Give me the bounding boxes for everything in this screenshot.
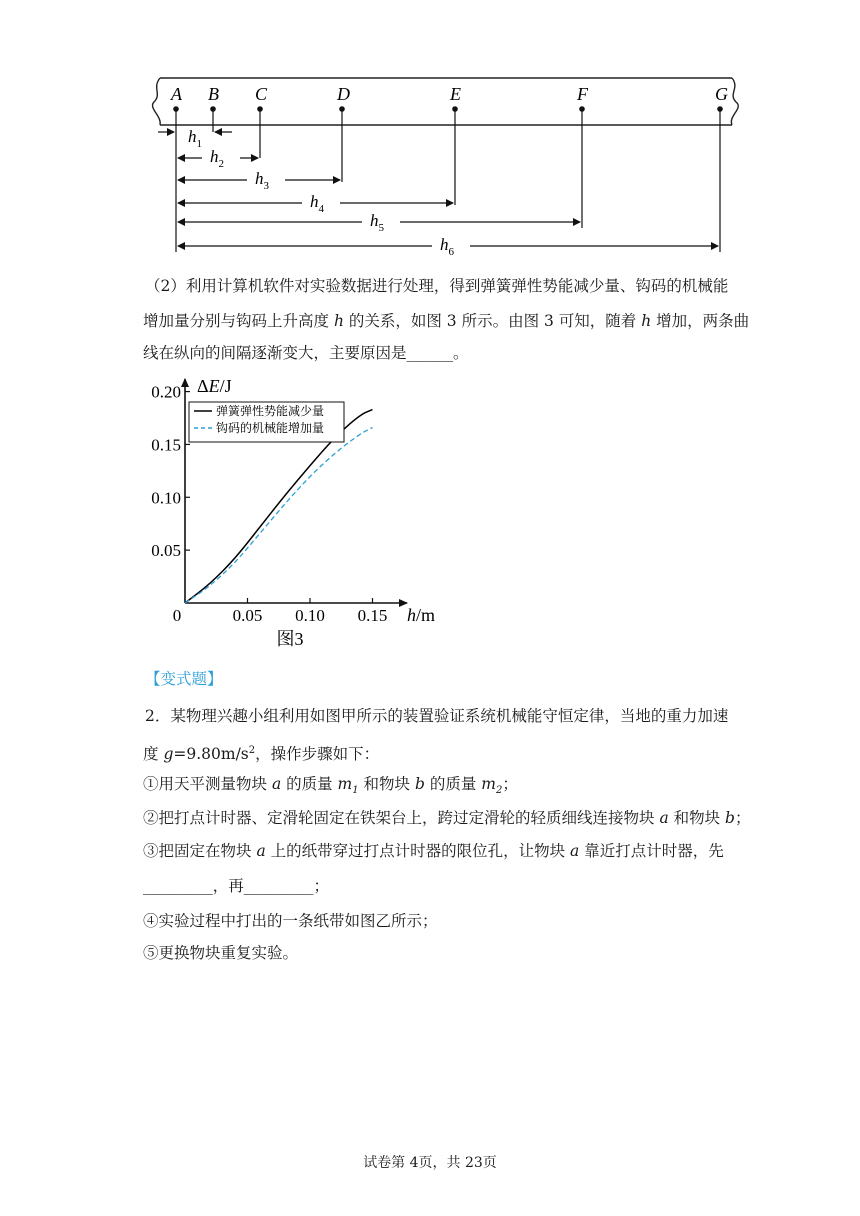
chart-legend xyxy=(189,402,344,442)
q3-s2-var-b: b xyxy=(725,809,735,827)
dimension-arrowhead xyxy=(177,242,185,250)
q3-s1-var-a: a xyxy=(271,775,282,793)
y-tick-label: 0.10 xyxy=(151,488,181,508)
tape-points xyxy=(170,84,728,252)
q2-line-2-part-b: 的关系，如图 3 所示。由图 3 可知，随着 xyxy=(343,312,642,330)
q3-step-4: ④实验过程中打出的一条纸带如图乙所示； xyxy=(143,912,438,930)
energy-chart xyxy=(140,375,440,660)
tape-point-label-E: E xyxy=(450,84,461,104)
dimension-arrowhead xyxy=(446,199,454,207)
q2-line-2 xyxy=(143,311,749,331)
q3-s1-b: 的质量 xyxy=(281,775,338,793)
q3-s1-c: 和物块 xyxy=(358,775,415,793)
dimension-arrowhead xyxy=(251,154,259,162)
y-tick-label: 0.15 xyxy=(151,435,181,455)
legend-label-2: 钩码的机械能增加量 xyxy=(216,421,325,435)
dimension-arrowhead xyxy=(177,176,185,184)
dimension-arrowhead xyxy=(573,218,581,226)
q3-step-2 xyxy=(143,808,751,828)
q3-var-g: g xyxy=(163,745,174,764)
q2-line-2-part-a: 增加量分别与钩码上升高度 xyxy=(143,312,334,330)
q3-step-5: ⑤更换物块重复实验。 xyxy=(143,944,299,962)
dimension-arrowhead xyxy=(167,128,175,136)
q3-step-3-blanks: _________，再_________； xyxy=(143,877,330,895)
q3-s3-var-a-2: a xyxy=(570,842,580,860)
q3-l2-b: =9.80m/s xyxy=(173,745,249,764)
q3-line-2 xyxy=(143,741,379,764)
tape-point-label-B: B xyxy=(208,84,219,104)
y-axis-label: ΔE/J xyxy=(197,376,232,396)
legend-label-1: 弹簧弹性势能减少量 xyxy=(216,404,325,418)
q3-s1-d: 的质量 xyxy=(424,775,482,793)
q3-line-1: 2．某物理兴趣小组利用如图甲所示的装置验证系统机械能守恒定律，当地的重力加速 xyxy=(145,707,729,725)
origin-label: 0 xyxy=(172,606,182,625)
tape-spans xyxy=(158,127,719,258)
tape-figure xyxy=(140,70,750,260)
dimension-arrowhead xyxy=(177,154,185,162)
dimension-arrowhead xyxy=(177,218,185,226)
span-label-h2: $h_2$ xyxy=(210,147,224,170)
tape-point-label-F: F xyxy=(577,84,588,104)
dimension-arrowhead xyxy=(214,128,222,136)
q3-s2-c: ； xyxy=(734,809,751,827)
q3-s1-var-b: b xyxy=(414,775,425,793)
q3-s3-b: 上的纸带穿过打点计时器的限位孔，让物块 xyxy=(265,842,571,860)
x-axis-label: h/m xyxy=(407,605,436,625)
q3-s3-c: 靠近打点计时器，先 xyxy=(579,842,724,860)
q3-s3-a: ③把固定在物块 xyxy=(143,842,257,860)
q3-l2-c: ，操作步骤如下： xyxy=(255,745,380,764)
q3-s3-var-a: a xyxy=(256,842,266,860)
dimension-arrowhead xyxy=(711,242,719,250)
figure-caption: 图3 xyxy=(276,629,304,649)
x-tick-label: 0.10 xyxy=(295,606,325,625)
q3-s1-sub-2: 2 xyxy=(495,785,503,797)
span-label-h4: $h_4$ xyxy=(310,192,324,215)
tape-point-label-A: A xyxy=(171,84,182,104)
y-tick-label: 0.20 xyxy=(151,382,181,402)
q3-s1-a: ①用天平测量物块 xyxy=(143,775,272,793)
q2-line-3: 线在纵向的间隔逐渐变大，主要原因是______。 xyxy=(143,344,469,362)
tape-point-label-D: D xyxy=(337,84,350,104)
q2-line-2-part-c: 增加，两条曲 xyxy=(651,312,750,330)
q3-s1-e: ； xyxy=(502,775,518,793)
dimension-arrowhead xyxy=(177,199,185,207)
q3-s2-b: 和物块 xyxy=(668,809,726,827)
q3-l2-a: 度 xyxy=(143,745,164,764)
tape-point-label-G: G xyxy=(715,84,728,104)
q3-s1-sub-1: 1 xyxy=(352,785,359,797)
span-label-h3: $h_3$ xyxy=(255,169,269,192)
y-tick-label: 0.05 xyxy=(151,541,181,561)
variant-tag: 【变式题】 xyxy=(145,670,223,688)
q3-s1-var-m1: m xyxy=(337,775,353,793)
x-tick-label: 0.15 xyxy=(357,606,388,625)
q3-step-3 xyxy=(143,841,724,861)
dimension-arrowhead xyxy=(333,176,341,184)
x-tick-label: 0.05 xyxy=(232,606,263,625)
span-label-h1: $h_1$ xyxy=(188,127,202,150)
q3-s2-a: ②把打点计时器、定滑轮固定在铁架台上，跨过定滑轮的轻质细线连接物块 xyxy=(143,809,660,827)
span-label-h6: $h_6$ xyxy=(440,235,454,258)
q3-step-1 xyxy=(143,774,518,801)
paper-tape xyxy=(152,78,738,125)
series-line-2 xyxy=(185,428,373,603)
q3-s2-var-a: a xyxy=(659,809,669,827)
span-label-h5: $h_5$ xyxy=(370,211,384,234)
q3-l2-sup: 2 xyxy=(248,745,256,756)
tape-point-label-C: C xyxy=(255,84,268,104)
q2-line-1: （2）利用计算机软件对实验数据进行处理，得到弹簧弹性势能减少量、钩码的机械能 xyxy=(145,277,729,295)
q2-var-h: h xyxy=(333,312,344,330)
q3-s1-var-m2: m xyxy=(481,775,496,793)
page-footer: 试卷第 4页，共 23页 xyxy=(363,1155,497,1171)
q2-var-h-2: h xyxy=(641,312,652,330)
